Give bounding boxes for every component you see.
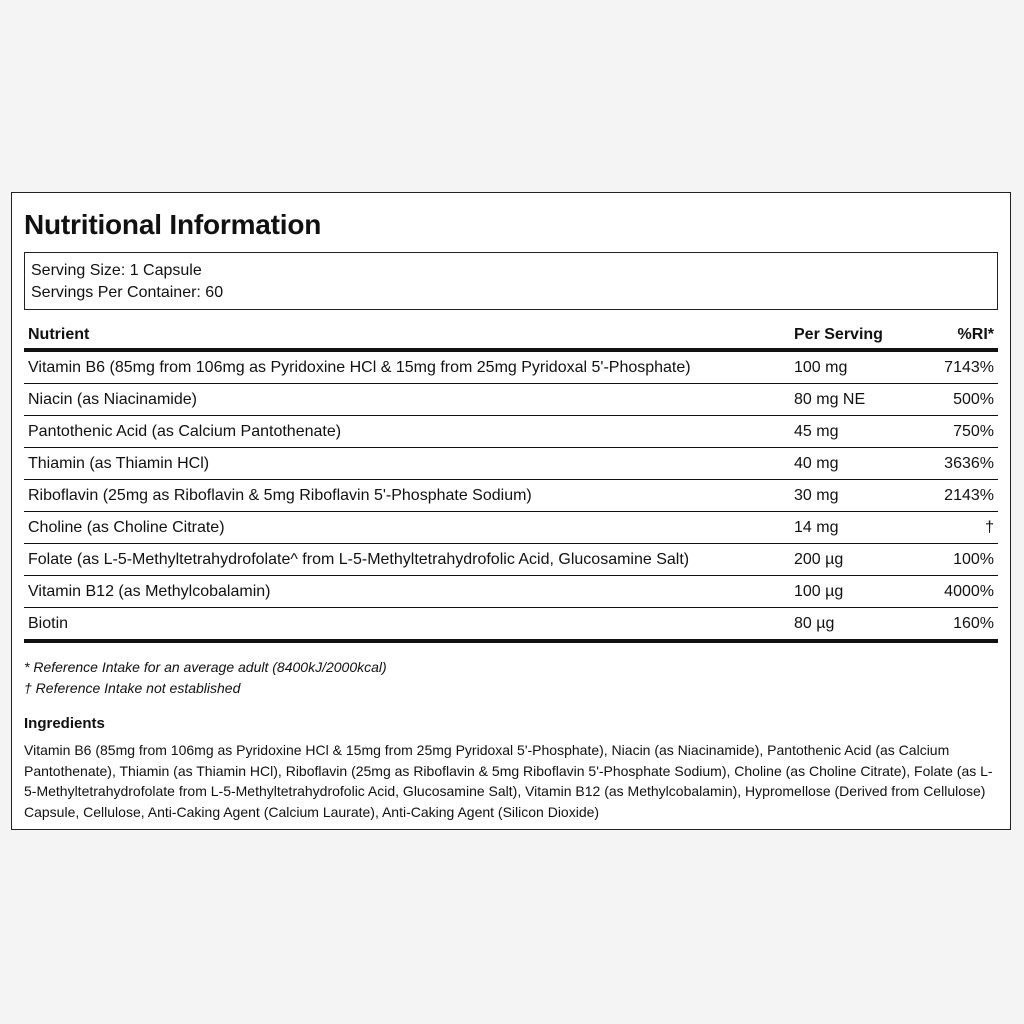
- ri-value: 100%: [918, 544, 998, 576]
- table-row: [24, 350, 998, 384]
- serving-info-box: [24, 252, 998, 310]
- panel-title: Nutritional Information: [24, 209, 322, 240]
- header-per-serving: Per Serving: [790, 322, 918, 350]
- footnotes: [24, 657, 998, 699]
- table-row: [24, 384, 998, 416]
- ingredients-heading: Ingredients: [24, 715, 105, 732]
- per-serving-value: 100 mg: [790, 350, 918, 384]
- ri-value: 3636%: [918, 448, 998, 480]
- per-serving-value: 40 mg: [790, 448, 918, 480]
- nutrient-name: Vitamin B6 (85mg from 106mg as Pyridoxine HCl & 15mg from 25mg Pyridoxal 5'-Phosphate): [24, 350, 790, 384]
- header-ri: %RI*: [918, 322, 998, 350]
- footnote-reference-intake: * Reference Intake for an average adult (8400kJ/2000kcal): [24, 659, 387, 675]
- table-header-row: [24, 322, 998, 350]
- ri-value: 500%: [918, 384, 998, 416]
- per-serving-value: 45 mg: [790, 416, 918, 448]
- ri-value: 750%: [918, 416, 998, 448]
- table-row: [24, 608, 998, 642]
- ri-value: 160%: [918, 608, 998, 642]
- table-row: [24, 448, 998, 480]
- nutrient-name: Folate (as L-5-Methyltetrahydrofolate^ from L-5-Methyltetrahydrofolic Acid, Glucosamine Salt): [24, 544, 790, 576]
- table-row: [24, 544, 998, 576]
- footnote-not-established: † Reference Intake not established: [24, 680, 241, 696]
- per-serving-value: 200 µg: [790, 544, 918, 576]
- per-serving-value: 30 mg: [790, 480, 918, 512]
- ri-value: 4000%: [918, 576, 998, 608]
- nutrient-table: [24, 322, 998, 643]
- per-serving-value: 100 µg: [790, 576, 918, 608]
- nutrient-name: Biotin: [24, 608, 790, 642]
- nutrient-name: Choline (as Choline Citrate): [24, 512, 790, 544]
- nutrient-name: Pantothenic Acid (as Calcium Pantothenate): [24, 416, 790, 448]
- per-serving-value: 80 µg: [790, 608, 918, 642]
- table-row: [24, 480, 998, 512]
- header-nutrient: Nutrient: [24, 322, 790, 350]
- table-row: [24, 416, 998, 448]
- ri-value: 7143%: [918, 350, 998, 384]
- nutrient-name: Thiamin (as Thiamin HCl): [24, 448, 790, 480]
- nutrient-name: Riboflavin (25mg as Riboflavin & 5mg Riboflavin 5'-Phosphate Sodium): [24, 480, 790, 512]
- ri-value: 2143%: [918, 480, 998, 512]
- nutrient-name: Vitamin B12 (as Methylcobalamin): [24, 576, 790, 608]
- serving-size: Serving Size: 1 Capsule: [31, 262, 202, 279]
- ingredients-text: Vitamin B6 (85mg from 106mg as Pyridoxine HCl & 15mg from 25mg Pyridoxal 5'-Phosphate), Niacin (as Niacinamide), Pantothenic Acid (as Calcium Pantothenate), Thiamin (as Thiamin HCl), Riboflavin (25mg as Riboflavin & 5mg Riboflavin 5'-Phosphate Sodium), Choline (as Choline Citrate), Folate (as L-5-Methyltetrahydrofolate from L-5-Methyltetrahydrofolic Acid, Glucosamine Salt), Vitamin B12 (as Methylcobalamin), Hypromellose (Derived from Cellulose) Capsule, Cellulose, Anti-Caking Agent (Calcium Laurate), Anti-Caking Agent (Silicon Dioxide): [24, 742, 993, 820]
- per-serving-value: 14 mg: [790, 512, 918, 544]
- table-row: [24, 576, 998, 608]
- nutrient-name: Niacin (as Niacinamide): [24, 384, 790, 416]
- table-row: [24, 512, 998, 544]
- servings-per-container: Servings Per Container: 60: [31, 284, 224, 301]
- nutrition-panel: [11, 192, 1011, 830]
- ri-value: †: [918, 512, 998, 544]
- per-serving-value: 80 mg NE: [790, 384, 918, 416]
